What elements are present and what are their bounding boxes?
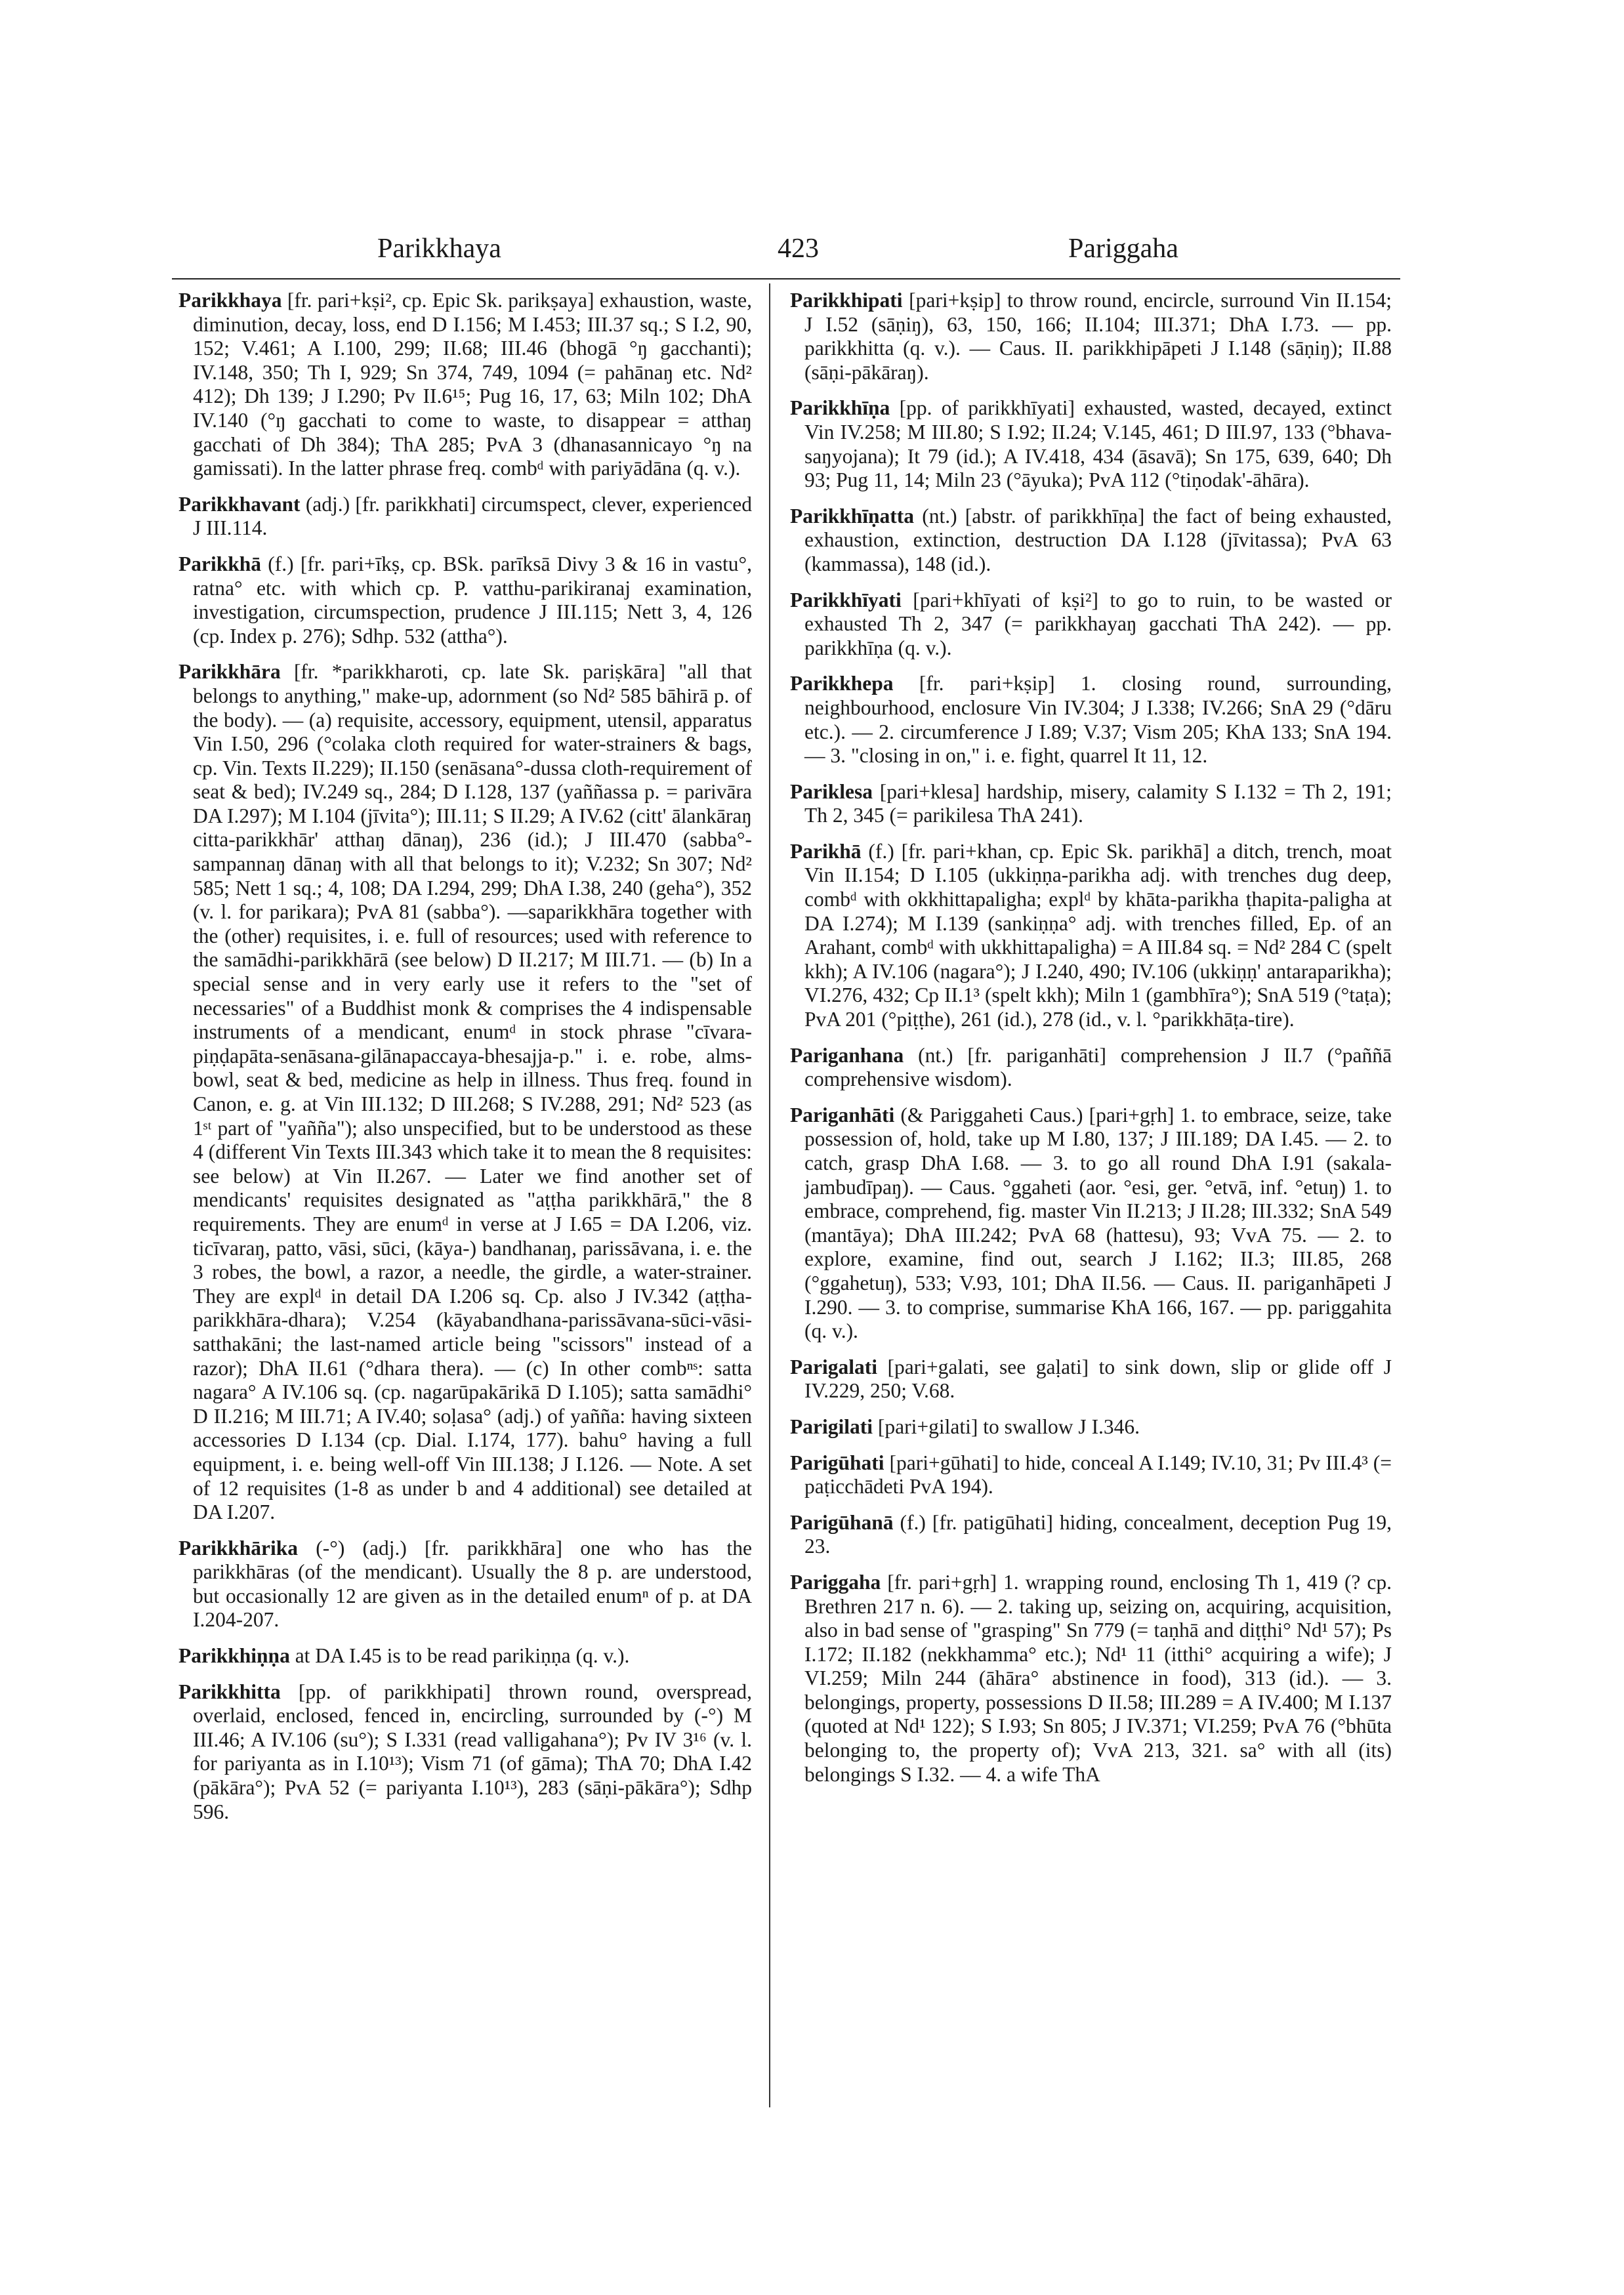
entry-headword: Parikkhepa (790, 672, 894, 695)
entry-headword: Parigūhanā (790, 1510, 894, 1534)
entry-headword: Parikkhīṇatta (790, 504, 915, 527)
entry-headword: Pariganhana (790, 1043, 904, 1067)
dictionary-entry (790, 672, 1392, 768)
entry-text: [pari+klesa] hardship, misery, calamity S I.132 = Th 2, 191; Th 2, 345 (= parikilesa ThA 241). (804, 779, 1392, 827)
entry-text: [fr. pari+gṛh] 1. wrapping round, enclosing Th 1, 419 (? cp. Brethren 217 n. 6). — 2. taking up, seizing on, acquiring, acquisition, also in bad sense of "grasping" Sn 779 (= taṇhā and diṭṭhi° Nd¹ 57); Ps I.172; II.182 (nekkhamma° etc.); Nd¹ 11 (itthi° acquiring a wife); J VI.259; Miln 244 (āhāra° abstinence in food), 313 (id.). — 3. belongings, property, possessions D II.58; III.289 = A IV.400; M I.137 (quoted at Nd¹ 122); S I.93; Sn 805; J IV.371; VI.259; PvA 76 (°bhūta belonging to, the property of); VvA 213, 321. sa° with all (its) belongings S I.32. — 4. a wife ThA (804, 1570, 1392, 1786)
entry-headword: Parikkhā (178, 552, 262, 575)
entry-text: [pp. of parikkhipati] thrown round, overspread, overlaid, enclosed, fenced in, encircling, surrounded by (-°) M III.46; A IV.106 (su°); S I.331 (read valligahana°); Pv IV 3¹⁶ (v. l. for pariyanta as in I.10¹³); Vism 71 (of gāma); ThA 70; DhA I.42 (pākāra°); PvA 52 (= pariyanta I.10¹³), 283 (sāṇi-pākāra°); Sdhp 596. (193, 1680, 753, 1823)
entry-text: (& Pariggaheti Caus.) [pari+gṛh] 1. to embrace, seize, take possession of, hold, take up M I.80, 137; J III.189; DA I.45. — 2. to catch, grasp DhA I.68. — 3. to go all round DhA I.91 (sakala-jambudīpaŋ). — Caus. °ggaheti (aor. °esi, ger. °etvā, inf. °etuŋ) 1. to embrace, comprehend, fig. master Vin II.213; J II.28; III.332; SnA 549 (mantāya); DhA III.242; PvA 68 (hattesu), 93; VvA 75. — 2. to explore, examine, find out, search J I.162; II.3; III.85, 268 (°ggahetuŋ), 533; V.93, 101; DhA II.56. — Caus. II. pariganhāpeti J I.290. — 3. to comprise, summarise KhA 166, 167. — pp. pariggahita (q. v.). (804, 1103, 1392, 1343)
entry-headword: Parikkhāra (178, 660, 281, 684)
dictionary-entry (178, 552, 752, 648)
right-column (790, 289, 1392, 1798)
entry-headword: Parikkhitta (178, 1680, 281, 1703)
entry-text: [fr. pari+kṣi², cp. Epic Sk. parikṣaya] exhaustion, waste, diminution, decay, loss, end D I.156; M I.453; III.37 sq.; S I.2, 90, 152; V.461; A I.100, 299; II.68; III.46 (bhogā °ŋ gacchanti); IV.148, 350; Th I, 929; Sn 374, 749, 1094 (= pahānaŋ etc. Nd² 412); Dh 139; J I.290; Pv II.6¹⁵; Pug 16, 17, 63; Miln 102; DhA IV.140 (°ŋ gacchati to come to waste, to disappear = atthaŋ gacchati of Dh 384); ThA 285; PvA 3 (dhanasannicayo °ŋ na gamissati). In the latter phrase freq. combᵈ with pariyādāna (q. v.). (193, 289, 753, 480)
entry-text: (nt.) [fr. pariganhāti] comprehension J II.7 (°paññā comprehensive wisdom). (804, 1043, 1392, 1091)
entry-text: (f.) [fr. patigūhati] hiding, concealment, deception Pug 19, 23. (804, 1510, 1392, 1558)
entry-text: [pari+galati, see gaḷati] to sink down, slip or glide off J IV.229, 250; V.68. (804, 1355, 1392, 1403)
entry-text: [pari+gūhati] to hide, conceal A I.149; IV.10, 31; Pv III.4³ (= paṭicchādeti PvA 194). (804, 1451, 1392, 1499)
dictionary-entry (178, 660, 752, 1524)
entry-text: at DA I.45 is to be read parikiṇṇa (q. v.). (295, 1644, 630, 1668)
dictionary-entry (790, 505, 1392, 577)
entry-headword: Parikkhiṇṇa (178, 1644, 290, 1668)
dictionary-entry (790, 289, 1392, 384)
dictionary-entry (178, 1644, 752, 1668)
entry-headword: Pariggaha (790, 1570, 881, 1594)
dictionary-entry (790, 1415, 1392, 1439)
dictionary-entry (790, 589, 1392, 661)
entry-headword: Parikkhīṇa (790, 396, 890, 420)
dictionary-entry (790, 1044, 1392, 1092)
entry-text: [pp. of parikkhīyati] exhausted, wasted, decayed, extinct Vin IV.258; M III.80; S I.92; II.24; V.145, 461; D III.97, 133 (°bhava-saŋyojana); It 79 (id.); A IV.418, 434 (āsavā); Sn 175, 639, 640; Dh 93; Pug 11, 14; Miln 23 (°āyuka); PvA 112 (°tiṇodak'-āhāra). (804, 396, 1392, 492)
dictionary-entry (178, 289, 752, 481)
running-head-right: Pariggaha (1068, 234, 1178, 264)
dictionary-entry (790, 1104, 1392, 1344)
dictionary-entry (790, 396, 1392, 492)
entry-text: [pari+khīyati of kṣi²] to go to ruin, to be wasted or exhausted Th 2, 347 (= parikkhayaŋ gacchati ThA 242). — pp. parikkhīṇa (q. v.). (804, 588, 1392, 659)
column-divider (769, 283, 770, 2107)
entry-headword: Parikkhīyati (790, 588, 902, 611)
entry-text: [fr. *parikkharoti, cp. late Sk. pariṣkāra] "all that belongs to anything," make-up, adornment (so Nd² 585 bāhirā p. of the body). — (a) requisite, accessory, equipment, utensil, apparatus Vin I.50, 296 (°colaka cloth required for water-strainers & bags, cp. Vin. Texts II.229); II.150 (senāsana°-dussa cloth-requirement of seat & bed); IV.249 sq., 284; D I.128, 137 (yaññassa p. = parivāra DA I.297); M I.104 (jīvita°); III.11; S II.29; A IV.62 (citt' ālankāraŋ citta-parikkhār' atthaŋ dānaŋ), 236 (id.); J III.470 (sabba°-sampannaŋ dānaŋ with all that belongs to it); V.232; Sn 307; Nd² 585; Nett 1 sq.; 4, 108; DA I.294, 299; DhA I.38, 240 (geha°), 352 (v. l. for parikara); PvA 81 (sabba°). —saparikkhāra together with the (other) requisites, i. e. full of resources; used with reference to the samādhi-parikkhārā (see below) D II.217; M III.71. — (b) In a special sense and in very early use it refers to the "set of necessaries" of a Buddhist monk & comprises the 4 indispensable instruments of a mendicant, enumᵈ in stock phrase "cīvara-piṇḍapāta-senāsana-gilānapaccaya-bhesajja-p." i. e. robe, alms-bowl, seat & bed, medicine as help in illness. Thus freq. found in Canon, e. g. at Vin III.132; D III.268; S IV.288, 291; Nd² 523 (as 1ˢᵗ part of "yañña"); also unspecified, but to be understood as these 4 (different Vin Texts III.343 which take it to mean the 8 requisites: see below) at Vin II.267. — Later we find another set of mendicants' requisites designated as "aṭṭha parikkhārā," the 8 requirements. They are enumᵈ in verse at J I.65 = DA I.206, viz. ticīvaraŋ, patto, vāsi, sūci, (kāya-) bandhanaŋ, parissāvana, i. e. the 3 robes, the bowl, a razor, a needle, the girdle, a water-strainer. They are explᵈ in detail DA I.206 sq. Cp. also J IV.342 (aṭṭha-parikkhāra-dhara); V.254 (kāyabandhana-parissāvana-sūci-vāsi-satthakāni; the last-named article being "scissors" instead of a razor); DhA II.61 (°dhara thera). — (c) In other combⁿˢ: satta nagara° A IV.106 sq. (cp. nagarūpakārikā D I.105); satta samādhi° D II.216; M III.71; A IV.40; soḷasa° (adj.) of yañña: having sixteen accessories D I.134 (cp. Dial. I.174, 177). bahu° having a full equipment, i. e. being well-off Vin III.138; J I.126. — Note. A set of 12 requisites (1-8 as under b and 4 additional) see detailed at DA I.207. (193, 660, 752, 1524)
dictionary-entry (178, 1537, 752, 1632)
page-header (0, 233, 1624, 279)
entry-text: (f.) [fr. pari+īkṣ, cp. BSk. parīksā Divy 3 & 16 in vastu°, ratna° etc. with which cp. P. vatthu-parikiranaj examination, investigation, circumspection, prudence J III.115; Nett 3, 4, 126 (cp. Index p. 276); Sdhp. 532 (attha°). (193, 552, 753, 648)
left-column (178, 289, 752, 1836)
dictionary-entry (790, 1451, 1392, 1499)
entry-headword: Parikhā (790, 839, 862, 863)
entry-text: (nt.) [abstr. of parikkhīṇa] the fact of being exhausted, exhaustion, extinction, destruction DA I.128 (jīvitassa); PvA 63 (kammassa), 148 (id.). (804, 504, 1392, 575)
entry-headword: Parikkhaya (178, 289, 282, 312)
entry-headword: Pariganhāti (790, 1103, 895, 1127)
dictionary-entry (790, 1511, 1392, 1559)
page-number: 423 (778, 234, 819, 264)
running-head-left: Parikkhaya (377, 234, 501, 264)
entry-text: (f.) [fr. pari+khan, cp. Epic Sk. parikhā] a ditch, trench, moat Vin II.154; D I.105 (ukkiṇṇa-parikha adj. with trenches dug deep, combᵈ with okkhittapaligha; explᵈ by khāta-parikha ṭhapita-paligha at DA I.274); M I.139 (sankiṇṇa° adj. with trenches filled, Ep. of an Arahant, combᵈ with ukkhittapaligha) = A III.84 sq. = Nd² 284 C (spelt kkh); A IV.106 (nagara°); J I.240, 490; IV.106 (ukkiṇṇ' antaraparikha); VI.276, 432; Cp II.1³ (spelt kkh); Miln 1 (gambhīra°); SnA 519 (°taṭa); PvA 201 (°piṭṭhe), 261 (id.), 278 (id., v. l. °parikkhāṭa-tire). (804, 839, 1392, 1031)
entry-text: [fr. pari+kṣip] 1. closing round, surrounding, neighbourhood, enclosure Vin IV.304; J I.338; IV.266; SnA 29 (°dāru etc.). — 2. circumference J I.89; V.37; Vism 205; KhA 133; SnA 194. — 3. "closing in on," i. e. fight, quarrel It 11, 12. (804, 672, 1392, 768)
entry-text: (adj.) [fr. parikkhati] circumspect, clever, experienced J III.114. (193, 492, 753, 540)
dictionary-entry (178, 1680, 752, 1825)
dictionary-entry (790, 1355, 1392, 1403)
entry-text: [pari+gilati] to swallow J I.346. (877, 1415, 1140, 1438)
dictionary-entry (178, 493, 752, 541)
entry-text: (-°) (adj.) [fr. parikkhāra] one who has the parikkhāras (of the mendicant). Usually the 8 p. are understood, but occasionally 12 are given as in the detailed enumⁿ of p. at DA I.204-207. (193, 1536, 752, 1632)
entry-headword: Parigalati (790, 1355, 877, 1378)
entry-headword: Parigūhati (790, 1451, 885, 1474)
dictionary-entry (790, 840, 1392, 1032)
entry-headword: Pariklesa (790, 779, 873, 803)
entry-text: [pari+kṣip] to throw round, encircle, surround Vin II.154; J I.52 (sāṇiŋ), 63, 150, 166; II.104; III.371; DhA I.73. — pp. parikkhitta (q. v.). — Caus. II. parikkhipāpeti J I.148 (sāṇiŋ); II.88 (sāṇi-pākāraŋ). (804, 289, 1392, 384)
header-rule (172, 278, 1400, 279)
entry-headword: Parikkhārika (178, 1536, 299, 1560)
entry-headword: Parikkhipati (790, 289, 903, 312)
entry-headword: Parikkhavant (178, 492, 301, 516)
dictionary-entry (790, 780, 1392, 828)
entry-headword: Parigilati (790, 1415, 873, 1438)
dictionary-entry (790, 1571, 1392, 1787)
